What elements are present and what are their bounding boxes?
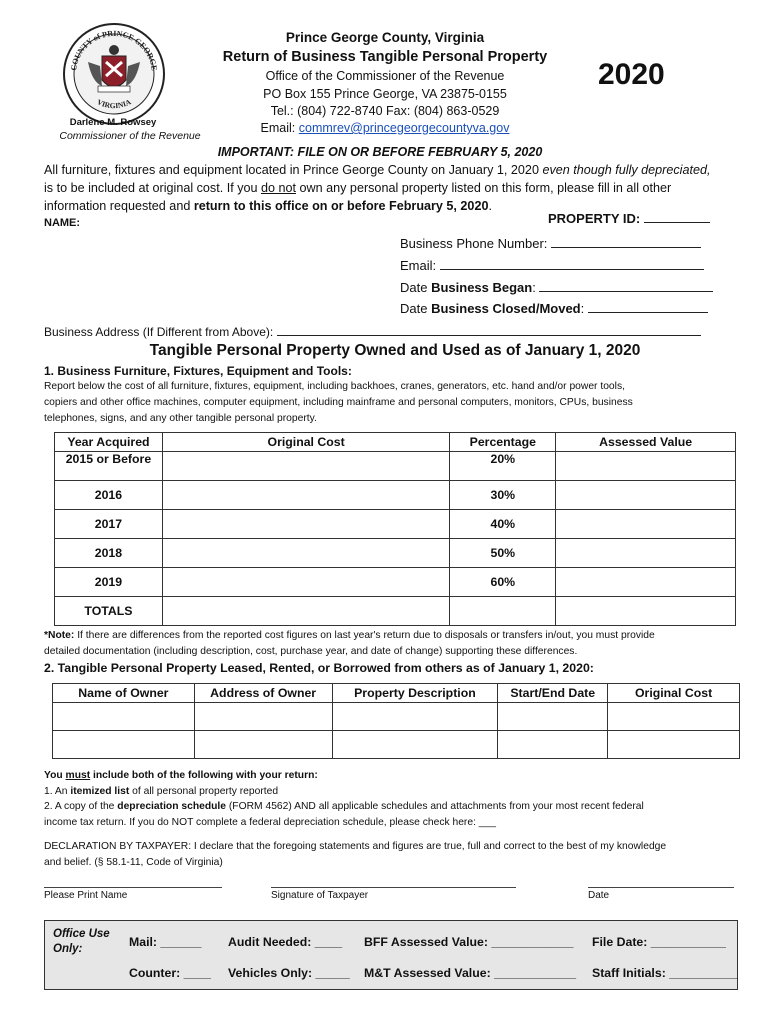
contact-email-label: Email: bbox=[400, 258, 437, 273]
date-caption: Date bbox=[588, 890, 610, 901]
year-acquired-cell: 2019 bbox=[55, 568, 163, 597]
leased-property-table bbox=[52, 683, 740, 759]
table-row bbox=[55, 481, 736, 510]
totals-row bbox=[55, 597, 736, 626]
office-address: PO Box 155 Prince George, VA 23875-0155 bbox=[263, 87, 507, 101]
office-use-label: Office Use bbox=[53, 928, 110, 940]
requirement-1-pre: 1. An bbox=[44, 785, 71, 797]
note-text-line-2: detailed documentation (including description, cost, purchase year, and date of change) supporting these differences. bbox=[44, 646, 578, 657]
date-began-blank[interactable] bbox=[539, 279, 713, 292]
table-row bbox=[55, 568, 736, 597]
email-label: Email: bbox=[260, 121, 296, 135]
commissioner-title: Commissioner of the Revenue bbox=[59, 130, 201, 142]
staff-initials-field: Staff Initials: __________ bbox=[592, 966, 738, 980]
table-header-row bbox=[53, 684, 740, 703]
table-row bbox=[53, 731, 740, 759]
office-phone: Tel.: (804) 722-8740 Fax: (804) 863-0529 bbox=[270, 104, 500, 118]
office-use-label-2: Only: bbox=[53, 943, 83, 955]
date-line[interactable] bbox=[588, 887, 734, 888]
year-acquired-cell: 2015 or Before bbox=[55, 452, 163, 481]
property-description-cell[interactable] bbox=[332, 731, 498, 759]
column-header: Start/End Date bbox=[498, 684, 608, 703]
table-row bbox=[55, 452, 736, 481]
requirement-2-post: (FORM 4562) AND all applicable schedules and attachments from your most recent federal bbox=[226, 801, 644, 812]
mt-assessed-field: M&T Assessed Value: ____________ bbox=[364, 966, 577, 980]
date-closed-prefix: Date bbox=[400, 301, 432, 316]
county-seal bbox=[62, 22, 166, 126]
email-blank[interactable] bbox=[440, 257, 704, 270]
column-header: Year Acquired bbox=[55, 433, 163, 452]
business-phone-blank[interactable] bbox=[551, 235, 701, 248]
office-use-box bbox=[44, 920, 738, 990]
original-cost-cell[interactable] bbox=[162, 481, 449, 510]
date-closed-blank[interactable] bbox=[588, 300, 708, 313]
intro-line-1: All furniture, fixtures and equipment located in Prince George County on January 1, 2020 bbox=[44, 163, 543, 177]
column-header: Original Cost bbox=[162, 433, 449, 452]
requirements-heading-post: include both of the following with your return: bbox=[90, 770, 318, 781]
totals-assessed-cell[interactable] bbox=[556, 597, 736, 626]
name-label: NAME: bbox=[44, 217, 81, 229]
commissioner-name: Darlene M. Rowsey bbox=[69, 117, 157, 128]
property-id-blank[interactable] bbox=[644, 210, 710, 223]
intro-line-2-end: own any personal property listed on this form, please fill in all other bbox=[296, 181, 672, 195]
date-business-closed-field[interactable]: Date Business Closed/Moved: bbox=[400, 300, 708, 316]
start-end-date-cell[interactable] bbox=[498, 703, 608, 731]
office-name: Office of the Commissioner of the Revenue bbox=[265, 69, 505, 83]
table-header-row bbox=[55, 433, 736, 452]
office-email-line bbox=[200, 121, 570, 135]
column-header: Property Description bbox=[332, 684, 498, 703]
email-link[interactable]: commrev@princegeorgecountyva.gov bbox=[298, 121, 510, 135]
intro-line-3: information requested and bbox=[44, 199, 194, 213]
date-began-prefix: Date bbox=[400, 280, 432, 295]
business-phone-label: Business Phone Number: bbox=[400, 236, 548, 251]
assessed-value-cell[interactable] bbox=[556, 481, 736, 510]
intro-line-2: is to be included at original cost. If you bbox=[44, 181, 262, 195]
section1-description-line: telephones, signs, and any other tangible personal property. bbox=[44, 413, 317, 424]
declaration-line: DECLARATION BY TAXPAYER: I declare that the foregoing statements and figures are true, full and correct to the best of my knowledge bbox=[44, 841, 667, 852]
year-acquired-cell: 2018 bbox=[55, 539, 163, 568]
assessed-value-cell[interactable] bbox=[556, 510, 736, 539]
start-end-date-cell[interactable] bbox=[498, 731, 608, 759]
counter-field: Counter: ____ bbox=[129, 966, 212, 980]
signature-caption: Signature of Taxpayer bbox=[271, 890, 369, 901]
note-text: If there are differences from the reported cost figures on last year's return due to disposals or transfers in/out, you must provide bbox=[74, 630, 655, 641]
assessed-value-cell[interactable] bbox=[556, 452, 736, 481]
section1-description-line: Report below the cost of all furniture, fixtures, equipment, including backhoes, cranes, generators, etc. hand and/or power tools, bbox=[44, 381, 625, 392]
business-address-field[interactable] bbox=[44, 323, 701, 339]
print-name-caption: Please Print Name bbox=[44, 890, 128, 901]
property-description-cell[interactable] bbox=[332, 703, 498, 731]
note-label: *Note: bbox=[44, 630, 75, 641]
section1-description-line: copiers and other office machines, computer equipment, including mainframe and personal computers, monitors, CPUs, business bbox=[44, 397, 633, 408]
property-id-field[interactable] bbox=[548, 210, 710, 226]
column-header: Name of Owner bbox=[53, 684, 195, 703]
owner-name-cell[interactable] bbox=[53, 731, 195, 759]
declaration-line: and belief. (§ 58.1-11, Code of Virginia) bbox=[44, 857, 223, 868]
section1-heading: 1. Business Furniture, Fixtures, Equipment and Tools: bbox=[44, 364, 352, 378]
percentage-cell: 20% bbox=[450, 452, 556, 481]
date-business-began-field[interactable]: Date Business Began: bbox=[400, 279, 713, 295]
original-cost-cell[interactable] bbox=[162, 539, 449, 568]
intro-paragraph bbox=[44, 161, 744, 215]
date-began-label: Business Began bbox=[431, 280, 533, 295]
original-cost-cell[interactable] bbox=[608, 731, 740, 759]
column-header: Original Cost bbox=[608, 684, 740, 703]
requirement-1-post: of all personal property reported bbox=[129, 785, 279, 797]
percentage-cell: 60% bbox=[450, 568, 556, 597]
owner-name-cell[interactable] bbox=[53, 703, 195, 731]
vehicles-only-field: Vehicles Only: _____ bbox=[228, 966, 350, 980]
requirement-1-bold: itemized list bbox=[70, 785, 130, 797]
assessed-value-cell[interactable] bbox=[556, 568, 736, 597]
file-date-field: File Date: ___________ bbox=[592, 935, 726, 949]
seal-bottom-text: VIRGINIA bbox=[95, 97, 133, 111]
business-phone-field[interactable] bbox=[400, 235, 701, 251]
percentage-cell: 30% bbox=[450, 481, 556, 510]
original-cost-cell[interactable] bbox=[162, 510, 449, 539]
seal-top-text: COUNTY of PRINCE GEORGE bbox=[69, 28, 159, 72]
table-row bbox=[53, 703, 740, 731]
column-header: Address of Owner bbox=[194, 684, 332, 703]
county-name: Prince George County, Virginia bbox=[285, 30, 485, 45]
owner-address-cell[interactable] bbox=[194, 703, 332, 731]
intro-line-3-end: . bbox=[488, 199, 492, 213]
original-cost-cell[interactable] bbox=[162, 568, 449, 597]
column-header: Assessed Value bbox=[556, 433, 736, 452]
important-notice: IMPORTANT: FILE ON OR BEFORE FEBRUARY 5, 2020 bbox=[217, 145, 543, 159]
year-acquired-cell: 2016 bbox=[55, 481, 163, 510]
totals-percentage-cell bbox=[450, 597, 556, 626]
requirement-2-pre: 2. A copy of the bbox=[44, 801, 118, 812]
mail-field: Mail: ______ bbox=[129, 935, 202, 949]
intro-return-deadline: return to this office on or before February 5, 2020 bbox=[193, 199, 489, 213]
requirements-must: must bbox=[65, 770, 91, 781]
section-title: Tangible Personal Property Owned and Used as of January 1, 2020 bbox=[149, 342, 641, 359]
requirements-heading-pre: You bbox=[44, 770, 66, 781]
signature-line[interactable] bbox=[271, 887, 516, 888]
assessed-value-cell[interactable] bbox=[556, 539, 736, 568]
original-cost-cell[interactable] bbox=[608, 703, 740, 731]
declaration bbox=[44, 839, 754, 871]
totals-cost-cell[interactable] bbox=[162, 597, 449, 626]
requirement-2-line-2: income tax return. If you do NOT complete a federal depreciation schedule, please check here: ___ bbox=[44, 816, 496, 828]
intro-do-not: do not bbox=[261, 181, 297, 195]
section1-description bbox=[44, 379, 754, 427]
audit-needed-field: Audit Needed: ____ bbox=[228, 935, 343, 949]
year-acquired-cell: 2017 bbox=[55, 510, 163, 539]
column-header: Percentage bbox=[450, 433, 556, 452]
bff-assessed-field: BFF Assessed Value: ____________ bbox=[364, 935, 574, 949]
owner-address-cell[interactable] bbox=[194, 731, 332, 759]
percentage-cell: 40% bbox=[450, 510, 556, 539]
totals-label: TOTALS bbox=[55, 597, 163, 626]
business-address-label: Business Address (If Different from Above): bbox=[44, 325, 274, 339]
requirement-2-bold: depreciation schedule bbox=[117, 801, 227, 812]
original-cost-cell[interactable] bbox=[162, 452, 449, 481]
print-name-line[interactable] bbox=[44, 887, 222, 888]
property-id-label: PROPERTY ID: bbox=[548, 211, 641, 226]
email-field[interactable] bbox=[400, 257, 704, 273]
form-title: Return of Business Tangible Personal Property bbox=[222, 49, 548, 65]
owned-property-table bbox=[54, 432, 736, 626]
date-closed-label: Business Closed/Moved bbox=[431, 301, 581, 316]
requirements-block bbox=[44, 768, 754, 830]
table-row bbox=[55, 539, 736, 568]
difference-note bbox=[44, 628, 754, 660]
intro-line-1-italic: even though fully depreciated, bbox=[542, 163, 711, 177]
business-address-blank[interactable] bbox=[277, 323, 701, 336]
section2-heading: 2. Tangible Personal Property Leased, Rented, or Borrowed from others as of January 1, 2020: bbox=[44, 661, 594, 675]
table-row bbox=[55, 510, 736, 539]
percentage-cell: 50% bbox=[450, 539, 556, 568]
form-year: 2020 bbox=[598, 58, 665, 91]
